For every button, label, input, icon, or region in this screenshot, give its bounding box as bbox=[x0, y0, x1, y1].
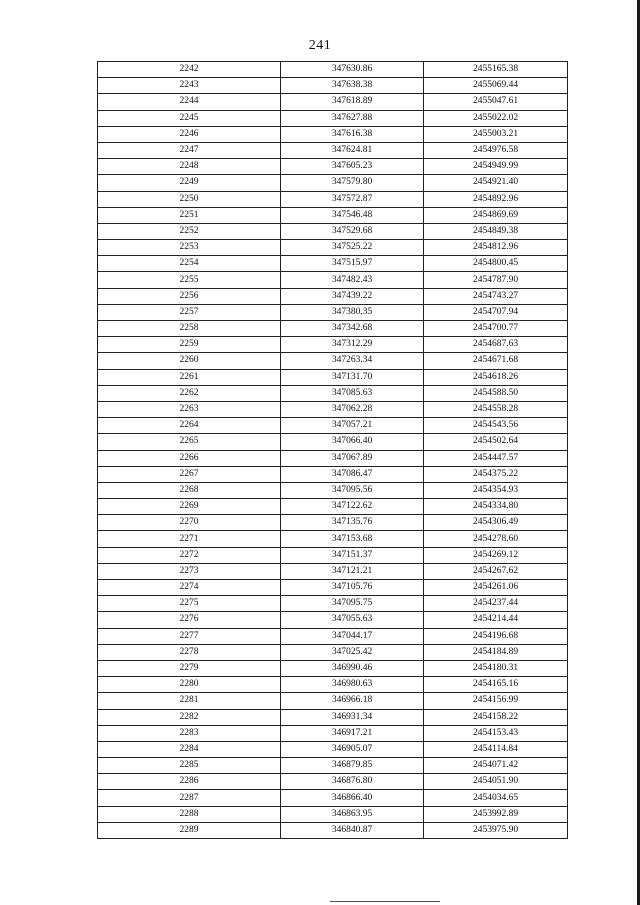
point-number-cell: 2250 bbox=[98, 191, 281, 207]
table-row bbox=[98, 353, 568, 369]
x-coordinate-cell: 347342.68 bbox=[281, 321, 424, 337]
table-row bbox=[98, 499, 568, 515]
table-row bbox=[98, 110, 568, 126]
x-coordinate-cell: 347638.38 bbox=[281, 78, 424, 94]
table-row bbox=[98, 677, 568, 693]
coordinate-table-body bbox=[98, 62, 568, 839]
y-coordinate-cell: 2454237.44 bbox=[424, 596, 568, 612]
y-coordinate-cell: 2454278.60 bbox=[424, 531, 568, 547]
table-row bbox=[98, 304, 568, 320]
x-coordinate-cell: 347579.80 bbox=[281, 175, 424, 191]
y-coordinate-cell: 2454214.44 bbox=[424, 612, 568, 628]
point-number-cell: 2260 bbox=[98, 353, 281, 369]
point-number-cell: 2264 bbox=[98, 418, 281, 434]
y-coordinate-cell: 2454743.27 bbox=[424, 288, 568, 304]
table-row bbox=[98, 450, 568, 466]
x-coordinate-cell: 346917.21 bbox=[281, 725, 424, 741]
point-number-cell: 2244 bbox=[98, 94, 281, 110]
table-row bbox=[98, 159, 568, 175]
table-row bbox=[98, 337, 568, 353]
table-row bbox=[98, 385, 568, 401]
x-coordinate-cell: 346905.07 bbox=[281, 741, 424, 757]
point-number-cell: 2267 bbox=[98, 466, 281, 482]
table-row bbox=[98, 288, 568, 304]
point-number-cell: 2287 bbox=[98, 790, 281, 806]
x-coordinate-cell: 347122.62 bbox=[281, 499, 424, 515]
table-row bbox=[98, 191, 568, 207]
y-coordinate-cell: 2454158.22 bbox=[424, 709, 568, 725]
y-coordinate-cell: 2454196.68 bbox=[424, 628, 568, 644]
y-coordinate-cell: 2454869.69 bbox=[424, 207, 568, 223]
point-number-cell: 2243 bbox=[98, 78, 281, 94]
x-coordinate-cell: 347153.68 bbox=[281, 531, 424, 547]
x-coordinate-cell: 347605.23 bbox=[281, 159, 424, 175]
y-coordinate-cell: 2454892.96 bbox=[424, 191, 568, 207]
y-coordinate-cell: 2454558.28 bbox=[424, 401, 568, 417]
point-number-cell: 2256 bbox=[98, 288, 281, 304]
x-coordinate-cell: 347312.29 bbox=[281, 337, 424, 353]
x-coordinate-cell: 347624.81 bbox=[281, 142, 424, 158]
table-row bbox=[98, 126, 568, 142]
y-coordinate-cell: 2454071.42 bbox=[424, 758, 568, 774]
table-row bbox=[98, 401, 568, 417]
table-row bbox=[98, 515, 568, 531]
x-coordinate-cell: 347151.37 bbox=[281, 547, 424, 563]
table-row bbox=[98, 693, 568, 709]
point-number-cell: 2284 bbox=[98, 741, 281, 757]
table-row bbox=[98, 790, 568, 806]
x-coordinate-cell: 346990.46 bbox=[281, 660, 424, 676]
x-coordinate-cell: 347105.76 bbox=[281, 580, 424, 596]
point-number-cell: 2261 bbox=[98, 369, 281, 385]
point-number-cell: 2270 bbox=[98, 515, 281, 531]
y-coordinate-cell: 2454543.56 bbox=[424, 418, 568, 434]
x-coordinate-cell: 347546.48 bbox=[281, 207, 424, 223]
y-coordinate-cell: 2454588.50 bbox=[424, 385, 568, 401]
table-row bbox=[98, 78, 568, 94]
table-row bbox=[98, 62, 568, 78]
y-coordinate-cell: 2454354.93 bbox=[424, 482, 568, 498]
point-number-cell: 2265 bbox=[98, 434, 281, 450]
x-coordinate-cell: 347067.89 bbox=[281, 450, 424, 466]
y-coordinate-cell: 2454687.63 bbox=[424, 337, 568, 353]
coordinate-table bbox=[97, 61, 568, 839]
point-number-cell: 2289 bbox=[98, 822, 281, 838]
table-row bbox=[98, 580, 568, 596]
y-coordinate-cell: 2455069.44 bbox=[424, 78, 568, 94]
table-row bbox=[98, 321, 568, 337]
y-coordinate-cell: 2454375.22 bbox=[424, 466, 568, 482]
x-coordinate-cell: 347095.56 bbox=[281, 482, 424, 498]
point-number-cell: 2246 bbox=[98, 126, 281, 142]
table-row bbox=[98, 822, 568, 838]
x-coordinate-cell: 347618.89 bbox=[281, 94, 424, 110]
point-number-cell: 2269 bbox=[98, 499, 281, 515]
point-number-cell: 2288 bbox=[98, 806, 281, 822]
x-coordinate-cell: 346840.87 bbox=[281, 822, 424, 838]
point-number-cell: 2255 bbox=[98, 272, 281, 288]
y-coordinate-cell: 2455047.61 bbox=[424, 94, 568, 110]
x-coordinate-cell: 346931.34 bbox=[281, 709, 424, 725]
point-number-cell: 2272 bbox=[98, 547, 281, 563]
y-coordinate-cell: 2454502.64 bbox=[424, 434, 568, 450]
table-row bbox=[98, 240, 568, 256]
table-row bbox=[98, 725, 568, 741]
table-row bbox=[98, 547, 568, 563]
x-coordinate-cell: 347066.40 bbox=[281, 434, 424, 450]
x-coordinate-cell: 347057.21 bbox=[281, 418, 424, 434]
x-coordinate-cell: 347630.86 bbox=[281, 62, 424, 78]
point-number-cell: 2282 bbox=[98, 709, 281, 725]
scan-mark bbox=[330, 901, 440, 902]
y-coordinate-cell: 2454156.99 bbox=[424, 693, 568, 709]
y-coordinate-cell: 2454700.77 bbox=[424, 321, 568, 337]
table-row bbox=[98, 142, 568, 158]
point-number-cell: 2253 bbox=[98, 240, 281, 256]
point-number-cell: 2286 bbox=[98, 774, 281, 790]
y-coordinate-cell: 2453992.89 bbox=[424, 806, 568, 822]
y-coordinate-cell: 2454707.94 bbox=[424, 304, 568, 320]
y-coordinate-cell: 2455165.38 bbox=[424, 62, 568, 78]
point-number-cell: 2258 bbox=[98, 321, 281, 337]
x-coordinate-cell: 347086.47 bbox=[281, 466, 424, 482]
x-coordinate-cell: 347095.75 bbox=[281, 596, 424, 612]
point-number-cell: 2251 bbox=[98, 207, 281, 223]
x-coordinate-cell: 347439.22 bbox=[281, 288, 424, 304]
x-coordinate-cell: 347515.97 bbox=[281, 256, 424, 272]
x-coordinate-cell: 347085.63 bbox=[281, 385, 424, 401]
y-coordinate-cell: 2454334.80 bbox=[424, 499, 568, 515]
table-row bbox=[98, 466, 568, 482]
x-coordinate-cell: 347616.38 bbox=[281, 126, 424, 142]
x-coordinate-cell: 346866.40 bbox=[281, 790, 424, 806]
point-number-cell: 2275 bbox=[98, 596, 281, 612]
x-coordinate-cell: 346966.18 bbox=[281, 693, 424, 709]
y-coordinate-cell: 2454034.65 bbox=[424, 790, 568, 806]
table-row bbox=[98, 531, 568, 547]
y-coordinate-cell: 2454184.89 bbox=[424, 644, 568, 660]
x-coordinate-cell: 347482.43 bbox=[281, 272, 424, 288]
table-row bbox=[98, 256, 568, 272]
table-row bbox=[98, 223, 568, 239]
point-number-cell: 2248 bbox=[98, 159, 281, 175]
page-number: 241 bbox=[308, 38, 332, 53]
x-coordinate-cell: 347135.76 bbox=[281, 515, 424, 531]
table-row bbox=[98, 709, 568, 725]
point-number-cell: 2271 bbox=[98, 531, 281, 547]
y-coordinate-cell: 2454153.43 bbox=[424, 725, 568, 741]
point-number-cell: 2266 bbox=[98, 450, 281, 466]
x-coordinate-cell: 347572.87 bbox=[281, 191, 424, 207]
table-row bbox=[98, 758, 568, 774]
point-number-cell: 2273 bbox=[98, 563, 281, 579]
x-coordinate-cell: 346876.80 bbox=[281, 774, 424, 790]
y-coordinate-cell: 2454849.38 bbox=[424, 223, 568, 239]
y-coordinate-cell: 2454787.90 bbox=[424, 272, 568, 288]
point-number-cell: 2274 bbox=[98, 580, 281, 596]
x-coordinate-cell: 347055.63 bbox=[281, 612, 424, 628]
x-coordinate-cell: 347062.28 bbox=[281, 401, 424, 417]
table-row bbox=[98, 434, 568, 450]
table-row bbox=[98, 94, 568, 110]
table-row bbox=[98, 207, 568, 223]
point-number-cell: 2276 bbox=[98, 612, 281, 628]
point-number-cell: 2281 bbox=[98, 693, 281, 709]
y-coordinate-cell: 2454261.06 bbox=[424, 580, 568, 596]
point-number-cell: 2252 bbox=[98, 223, 281, 239]
x-coordinate-cell: 347529.68 bbox=[281, 223, 424, 239]
table-row bbox=[98, 482, 568, 498]
x-coordinate-cell: 347131.70 bbox=[281, 369, 424, 385]
table-row bbox=[98, 563, 568, 579]
point-number-cell: 2280 bbox=[98, 677, 281, 693]
point-number-cell: 2249 bbox=[98, 175, 281, 191]
y-coordinate-cell: 2454976.58 bbox=[424, 142, 568, 158]
table-row bbox=[98, 660, 568, 676]
point-number-cell: 2257 bbox=[98, 304, 281, 320]
point-number-cell: 2268 bbox=[98, 482, 281, 498]
point-number-cell: 2259 bbox=[98, 337, 281, 353]
point-number-cell: 2262 bbox=[98, 385, 281, 401]
y-coordinate-cell: 2454269.12 bbox=[424, 547, 568, 563]
table-row bbox=[98, 644, 568, 660]
table-row bbox=[98, 418, 568, 434]
y-coordinate-cell: 2454051.90 bbox=[424, 774, 568, 790]
point-number-cell: 2245 bbox=[98, 110, 281, 126]
y-coordinate-cell: 2454671.68 bbox=[424, 353, 568, 369]
point-number-cell: 2277 bbox=[98, 628, 281, 644]
table-row bbox=[98, 774, 568, 790]
point-number-cell: 2285 bbox=[98, 758, 281, 774]
table-row bbox=[98, 612, 568, 628]
point-number-cell: 2278 bbox=[98, 644, 281, 660]
y-coordinate-cell: 2455003.21 bbox=[424, 126, 568, 142]
y-coordinate-cell: 2454165.16 bbox=[424, 677, 568, 693]
table-row bbox=[98, 806, 568, 822]
point-number-cell: 2254 bbox=[98, 256, 281, 272]
table-row bbox=[98, 596, 568, 612]
point-number-cell: 2263 bbox=[98, 401, 281, 417]
table-row bbox=[98, 628, 568, 644]
x-coordinate-cell: 347263.34 bbox=[281, 353, 424, 369]
y-coordinate-cell: 2454949.99 bbox=[424, 159, 568, 175]
y-coordinate-cell: 2454267.62 bbox=[424, 563, 568, 579]
table-row bbox=[98, 369, 568, 385]
x-coordinate-cell: 346863.95 bbox=[281, 806, 424, 822]
x-coordinate-cell: 346980.63 bbox=[281, 677, 424, 693]
y-coordinate-cell: 2454812.96 bbox=[424, 240, 568, 256]
table-row bbox=[98, 741, 568, 757]
x-coordinate-cell: 347044.17 bbox=[281, 628, 424, 644]
y-coordinate-cell: 2454180.31 bbox=[424, 660, 568, 676]
x-coordinate-cell: 347627.88 bbox=[281, 110, 424, 126]
point-number-cell: 2279 bbox=[98, 660, 281, 676]
y-coordinate-cell: 2453975.90 bbox=[424, 822, 568, 838]
y-coordinate-cell: 2455022.02 bbox=[424, 110, 568, 126]
y-coordinate-cell: 2454306.49 bbox=[424, 515, 568, 531]
point-number-cell: 2242 bbox=[98, 62, 281, 78]
x-coordinate-cell: 347525.22 bbox=[281, 240, 424, 256]
x-coordinate-cell: 346879.85 bbox=[281, 758, 424, 774]
point-number-cell: 2247 bbox=[98, 142, 281, 158]
x-coordinate-cell: 347121.21 bbox=[281, 563, 424, 579]
y-coordinate-cell: 2454447.57 bbox=[424, 450, 568, 466]
y-coordinate-cell: 2454114.84 bbox=[424, 741, 568, 757]
y-coordinate-cell: 2454800.45 bbox=[424, 256, 568, 272]
table-row bbox=[98, 272, 568, 288]
y-coordinate-cell: 2454921.40 bbox=[424, 175, 568, 191]
table-row bbox=[98, 175, 568, 191]
x-coordinate-cell: 347380.35 bbox=[281, 304, 424, 320]
x-coordinate-cell: 347025.42 bbox=[281, 644, 424, 660]
y-coordinate-cell: 2454618.26 bbox=[424, 369, 568, 385]
point-number-cell: 2283 bbox=[98, 725, 281, 741]
